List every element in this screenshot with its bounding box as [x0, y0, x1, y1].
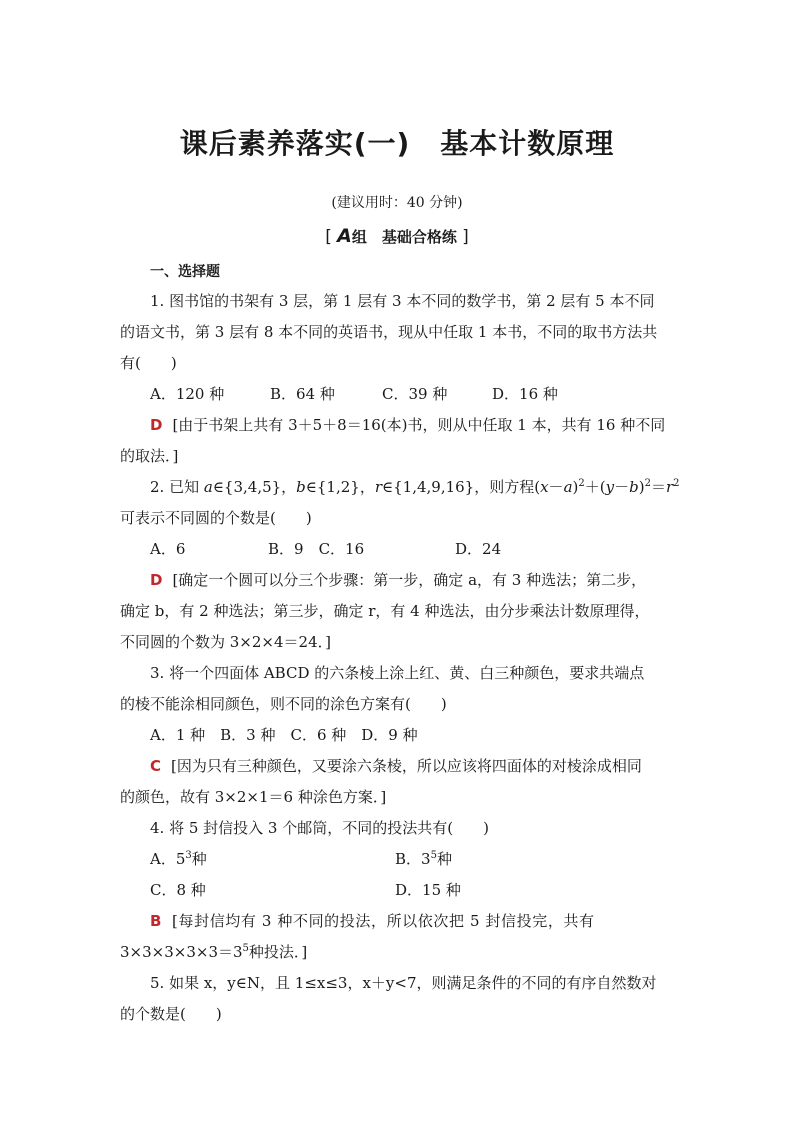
q2-explanation-line3: 不同圆的个数为 3×2×4＝24．] — [120, 633, 331, 651]
q1-option-c: C．39 种 — [382, 385, 448, 403]
q2-stem-line1: 2. 已知 a∈{3,4,5}，b∈{1,2}，r∈{1,4,9,16}，则方程$(x-a)^2+(y-b)^2=r^2$ — [150, 478, 680, 496]
q1-option-d: D．16 种 — [492, 385, 558, 403]
q2-option-bc: B．9 C．16 — [268, 540, 365, 558]
page-title — [0, 122, 794, 162]
title-main: 课后素养落实(一) — [179, 127, 411, 160]
q4-option-a: A．$5^3$种 — [150, 850, 207, 868]
q1-option-b: B．64 种 — [270, 385, 335, 403]
q4-explanation-line2: $3\times 3\times 3\times 3\times 3=3^5$种投法．] — [120, 943, 308, 961]
group-heading — [0, 225, 794, 247]
q3-explanation-line1: C [因为只有三种颜色，又要涂六条棱，所以应该将四面体的对棱涂成相同 — [150, 757, 642, 775]
q2-explanation-line1: D [确定一个圆可以分三个步骤：第一步，确定 a，有 3 种选法；第二步， — [150, 571, 647, 589]
q1-explanation-line2: 的取法．] — [120, 447, 179, 465]
section-title: 一、选择题 — [150, 264, 220, 280]
q5-stem-line2: 的个数是( ) — [120, 1005, 222, 1023]
q2-option-d: D．24 — [455, 540, 502, 558]
q3-stem-line1: 3. 将一个四面体 ABCD 的六条棱上涂上红、黄、白三种颜色，要求共端点 — [150, 664, 645, 682]
q1-stem-line2: 的语文书，第 3 层有 8 本不同的英语书，现从中任取 1 本书，不同的取书方法共 — [120, 323, 658, 341]
q2-option-a: A．6 — [150, 540, 186, 558]
title-topic: 基本计数原理 — [440, 127, 615, 160]
q5-stem-line1: 5. 如果 x，y∈N，且 1≤x≤3，x＋y<7，则满足条件的不同的有序自然数对 — [150, 974, 657, 992]
q4-stem-line1: 4. 将 5 封信投入 3 个邮筒，不同的投法共有( ) — [150, 819, 489, 837]
q3-stem-line2: 的棱不能涂相同颜色，则不同的涂色方案有( ) — [120, 695, 447, 713]
q4-explanation-line1: B [每封信均有 3 种不同的投法，所以依次把 5 封信投完，共有 — [150, 912, 595, 930]
q1-explanation-line1: D [由于书架上共有 3＋5＋8＝16(本)书，则从中任取 1 本，共有 16 种不同 — [150, 416, 666, 434]
q2-explanation-line2: 确定 b，有 2 种选法；第三步，确定 r，有 4 种选法，由分步乘法计数原理得， — [120, 602, 650, 620]
group-letter: A — [337, 225, 352, 247]
q4-option-b: B．$3^5$种 — [395, 850, 452, 868]
q3-explanation-line2: 的颜色，故有 3×2×1＝6 种涂色方案．] — [120, 788, 387, 806]
group-label: 组 基础合格练 — [351, 228, 457, 246]
q1-answer: D — [150, 416, 163, 434]
group-bracket-open: [ — [325, 227, 332, 247]
q2-stem-line2: 可表示不同圆的个数是( ) — [120, 509, 312, 527]
q3-options: A．1 种 B．3 种 C．6 种 D．9 种 — [150, 726, 418, 744]
time-hint: (建议用时：40 分钟) — [331, 195, 463, 211]
q4-option-d: D．15 种 — [395, 881, 461, 899]
q4-answer: B — [150, 912, 163, 930]
q3-answer: C — [150, 757, 162, 775]
q2-answer: D — [150, 571, 163, 589]
group-bracket-close: ] — [462, 227, 469, 247]
q1-stem-line3: 有( ) — [120, 354, 177, 372]
q4-option-c: C．8 种 — [150, 881, 206, 899]
q1-stem-line1: 1. 图书馆的书架有 3 层，第 1 层有 3 本不同的数学书，第 2 层有 5 本不同 — [150, 292, 655, 310]
q1-option-a: A．120 种 — [150, 385, 225, 403]
